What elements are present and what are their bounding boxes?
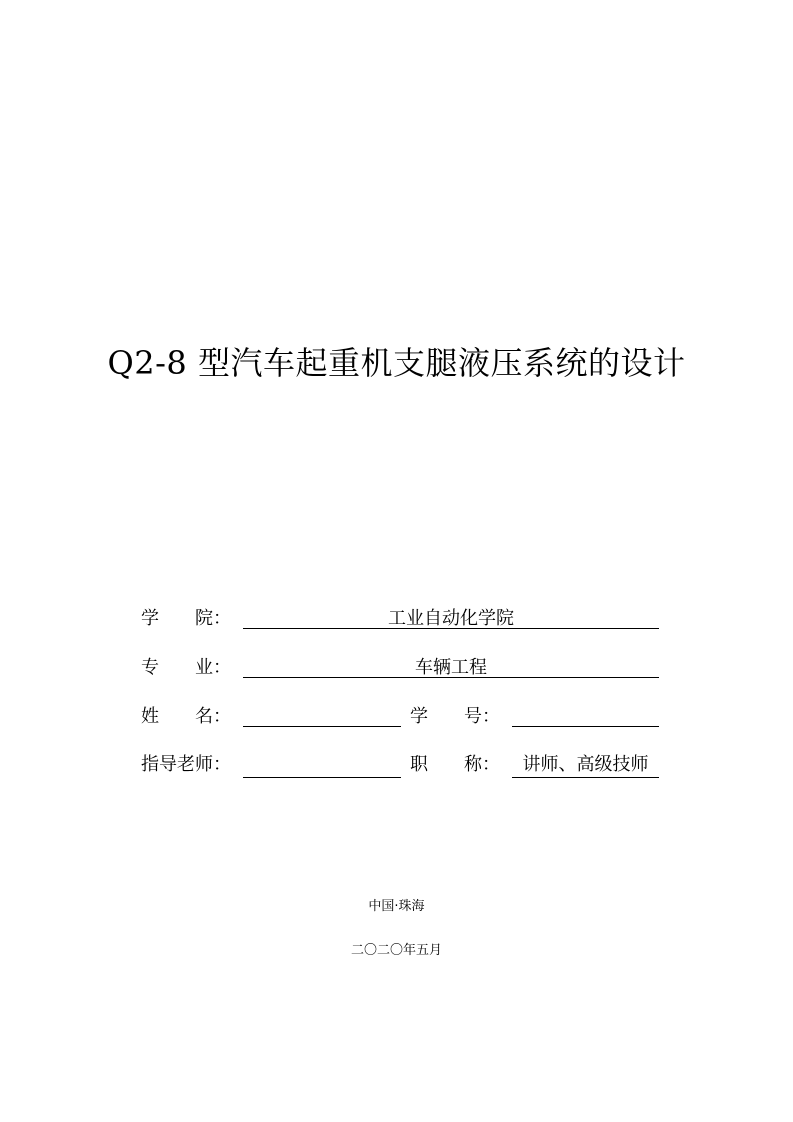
- advisor-title-underline: [512, 777, 659, 778]
- major-label: 专 业：: [141, 657, 231, 678]
- college-value: 工业自动化学院: [388, 608, 514, 629]
- advisor-title-value: 讲师、高级技师: [522, 754, 649, 775]
- advisor-label: 指导老师：: [141, 754, 231, 775]
- major-underline: [243, 677, 659, 678]
- advisor-title-label: 职 称：: [410, 754, 500, 775]
- student-id-underline: [512, 726, 659, 727]
- college-underline: [243, 628, 659, 629]
- student-id-label: 学 号：: [410, 706, 500, 727]
- footer-date: 二〇二〇年五月: [350, 943, 442, 958]
- footer-location: 中国·珠海: [368, 899, 425, 914]
- major-value: 车辆工程: [415, 657, 487, 678]
- thesis-title: Q2-8 型汽车起重机支腿液压系统的设计: [107, 344, 686, 382]
- name-underline: [243, 726, 401, 727]
- name-label: 姓 名：: [141, 706, 231, 727]
- college-label: 学 院：: [141, 608, 231, 629]
- advisor-underline: [243, 777, 401, 778]
